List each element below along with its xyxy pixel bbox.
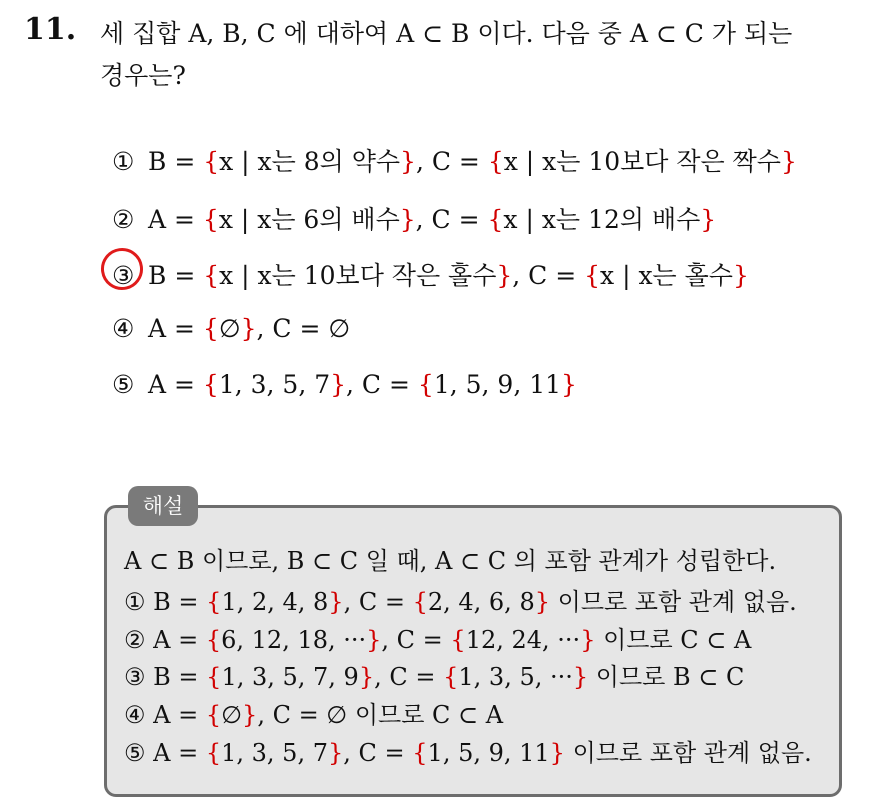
question-number: 11. [24,12,77,47]
brace-close: } [572,663,589,691]
choice-3[interactable] [112,256,749,292]
solution-text: ② A = [124,626,206,654]
choice-number: ① [112,147,135,176]
solution-text: 12, 24, ··· [465,626,581,654]
choice-text: x | x는 6의 배수 [218,205,400,234]
brace-close: } [240,314,257,343]
solution-line-2 [124,620,751,655]
choice-text: , C = [512,261,585,290]
solution-text: ④ A = [124,701,206,729]
brace-close: } [534,588,550,616]
brace-close: } [780,147,797,176]
brace-close: } [242,701,258,729]
solution-text: 1, 3, 5, 7 [221,739,328,767]
solution-text: ⑤ A = [124,739,206,767]
brace-open: { [487,205,504,234]
brace-close: } [327,739,344,767]
choice-number: ⑤ [112,370,135,399]
choice-5[interactable] [112,370,577,399]
solution-text: 1, 2, 4, 8 [221,588,329,616]
choice-text: , C = [415,205,488,234]
choice-text: 1, 5, 9, 11 [433,370,562,399]
brace-open: { [205,701,222,729]
brace-close: } [399,205,416,234]
choice-text: , C = [346,370,418,399]
choice-number: ② [112,205,135,234]
choice-text: ∅ [218,314,241,343]
brace-open: { [203,261,220,290]
brace-open: { [417,370,434,399]
brace-open: { [202,370,219,399]
choice-text: A = [148,370,203,399]
brace-open: { [443,663,459,691]
solution-line-1 [124,582,797,617]
solution-text: 1, 3, 5, 7, 9 [221,663,359,691]
choice-number: ③ [112,261,135,290]
choice-1[interactable] [112,142,797,178]
solution-text: , C = [381,626,451,654]
solution-text: ∅ [221,701,243,729]
choice-text: B = [148,261,204,290]
choice-2[interactable] [112,200,716,236]
solution-text: 이므로 포함 관계 없음. [564,739,812,767]
brace-close: } [366,626,382,654]
solution-line-4 [124,695,503,730]
solution-text: , C = [374,663,444,691]
brace-close: } [400,147,416,176]
solution-intro: A ⊂ B 이므로, B ⊂ C 일 때, A ⊂ C 의 포함 관계가 성립한다. [124,547,777,575]
solution-text: , C = [343,588,413,616]
brace-open: { [412,739,428,767]
solution-text: ③ B = [124,663,207,691]
brace-close: } [496,261,513,290]
solution-text: , C = ∅ 이므로 C ⊂ A [257,701,504,729]
choice-text: x | x는 8의 약수 [219,147,401,176]
solution-text: 이므로 B ⊂ C [588,663,745,691]
brace-open: { [202,205,219,234]
solution-text: 1, 3, 5, ··· [458,663,573,691]
choice-text: 1, 3, 5, 7 [218,370,331,399]
brace-open: { [203,147,220,176]
choice-text: A = [148,314,203,343]
question-text-line-2: 경우는? [100,61,186,90]
brace-close: } [328,588,344,616]
solution-text: 이므로 포함 관계 없음. [550,588,797,616]
brace-close: } [561,370,577,399]
brace-close: } [732,261,749,290]
brace-open: { [206,588,222,616]
solution-line-5 [124,733,812,768]
brace-open: { [205,626,222,654]
brace-close: } [358,663,375,691]
brace-open: { [584,261,601,290]
choice-text: x | x는 10보다 작은 짝수 [503,147,781,176]
brace-open: { [412,588,428,616]
choice-text: x | x는 홀수 [600,261,733,290]
solution-label: 해설 [128,486,198,526]
choice-number: ④ [112,314,135,343]
solution-text: 6, 12, 18, ··· [221,626,367,654]
brace-close: } [580,626,596,654]
choice-text: x | x는 10보다 작은 홀수 [219,261,497,290]
brace-open: { [206,663,222,691]
choice-text: , C = ∅ [256,314,351,343]
choice-text: x | x는 12의 배수 [503,205,701,234]
question-text-line-1: 세 집합 A, B, C 에 대하여 A ⊂ B 이다. 다음 중 A ⊂ C 가 되는 [100,19,793,48]
choice-4[interactable] [112,314,350,343]
choice-text: B = [148,147,204,176]
choice-text: A = [148,205,203,234]
brace-close: } [700,205,717,234]
brace-open: { [205,739,222,767]
solution-text: ① B = [124,588,207,616]
choice-text: , C = [415,147,488,176]
solution-text: 이므로 C ⊂ A [595,626,752,654]
solution-text: 2, 4, 6, 8 [427,588,535,616]
solution-text: , C = [343,739,413,767]
solution-text: 1, 5, 9, 11 [427,739,550,767]
brace-open: { [487,147,504,176]
brace-close: } [549,739,565,767]
brace-close: } [330,370,347,399]
brace-open: { [202,314,219,343]
solution-line-3 [124,657,744,692]
brace-open: { [450,626,466,654]
